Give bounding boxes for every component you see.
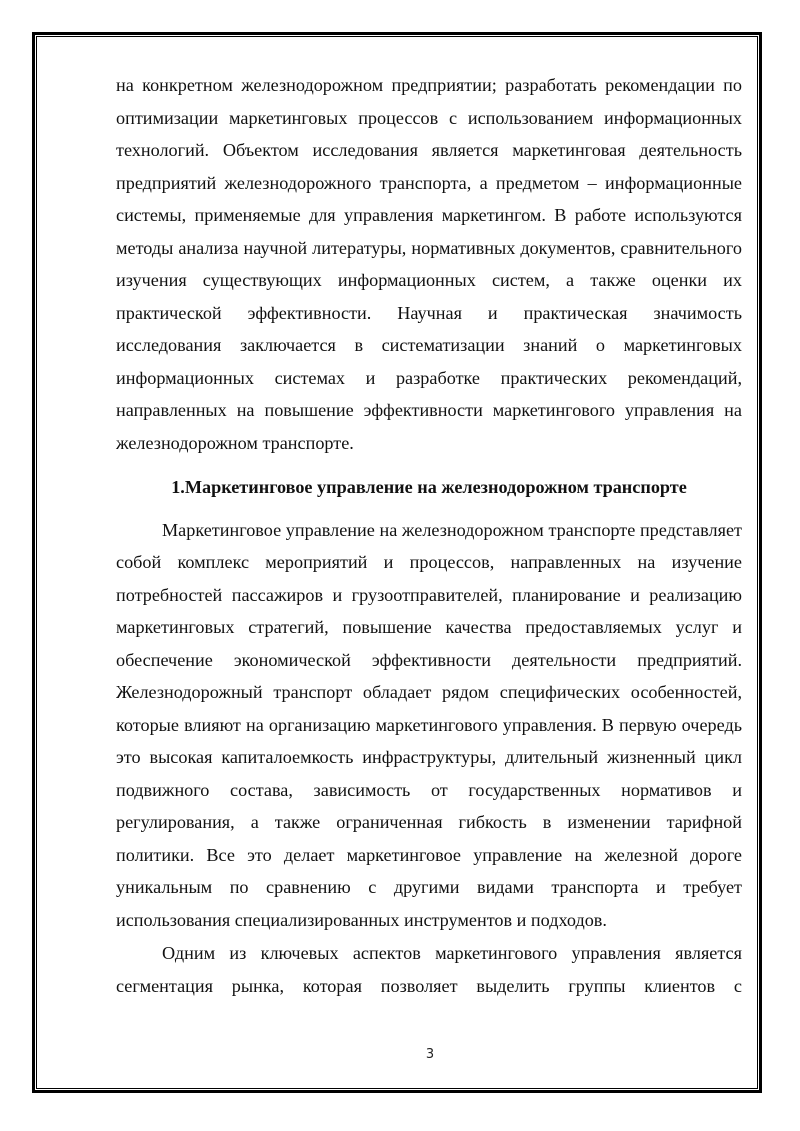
body-paragraph: Маркетинговое управление на железнодорожном транспорте представляет собой комплекс мероприятий и процессов, направленных на изучение потребностей пассажиров и грузоотправителей, планирование и реализацию маркетинговых стратегий, повышение качества предоставляемых услуг и обеспечение экономической эффективности деятельности предприятий. Железнодорожный транспорт обладает рядом специфических особенностей, которые влияют на организацию маркетингового управления. В первую очередь это высокая капиталоемкость инфраструктуры, длительный жизненный цикл подвижного состава, зависимость от государственных нормативов и регулирования, а также ограниченная гибкость в изменении тарифной политики. Все это делает маркетинговое управление на железной дороге уникальным по сравнению с другими видами транспорта и требует использования специализированных инструментов и подходов.: [116, 519, 742, 930]
body-paragraph: Одним из ключевых аспектов маркетингового управления является сегментация рынка, которая позволяет выделить группы клиентов с: [116, 943, 742, 996]
document-body: [116, 69, 742, 1002]
page-number: 3: [425, 1047, 435, 1062]
intro-paragraph: на конкретном железнодорожном предприятии; разработать рекомендации по оптимизации маркетинговых процессов с использованием информационных технологий. Объектом исследования является маркетинговая деятельность предприятий железнодорожного транспорта, а предметом – информационные системы, применяемые для управления маркетингом. В работе используются методы анализа научной литературы, нормативных документов, сравнительного изучения существующих информационных систем, а также оценки их практической эффективности. Научная и практическая значимость исследования заключается в систематизации знаний о маркетинговых информационных системах и разработке практических рекомендаций, направленных на повышение эффективности маркетингового управления на железнодорожном транспорте.: [116, 75, 742, 453]
section-heading: 1.Маркетинговое управление на железнодорожном транспорте: [171, 477, 687, 497]
